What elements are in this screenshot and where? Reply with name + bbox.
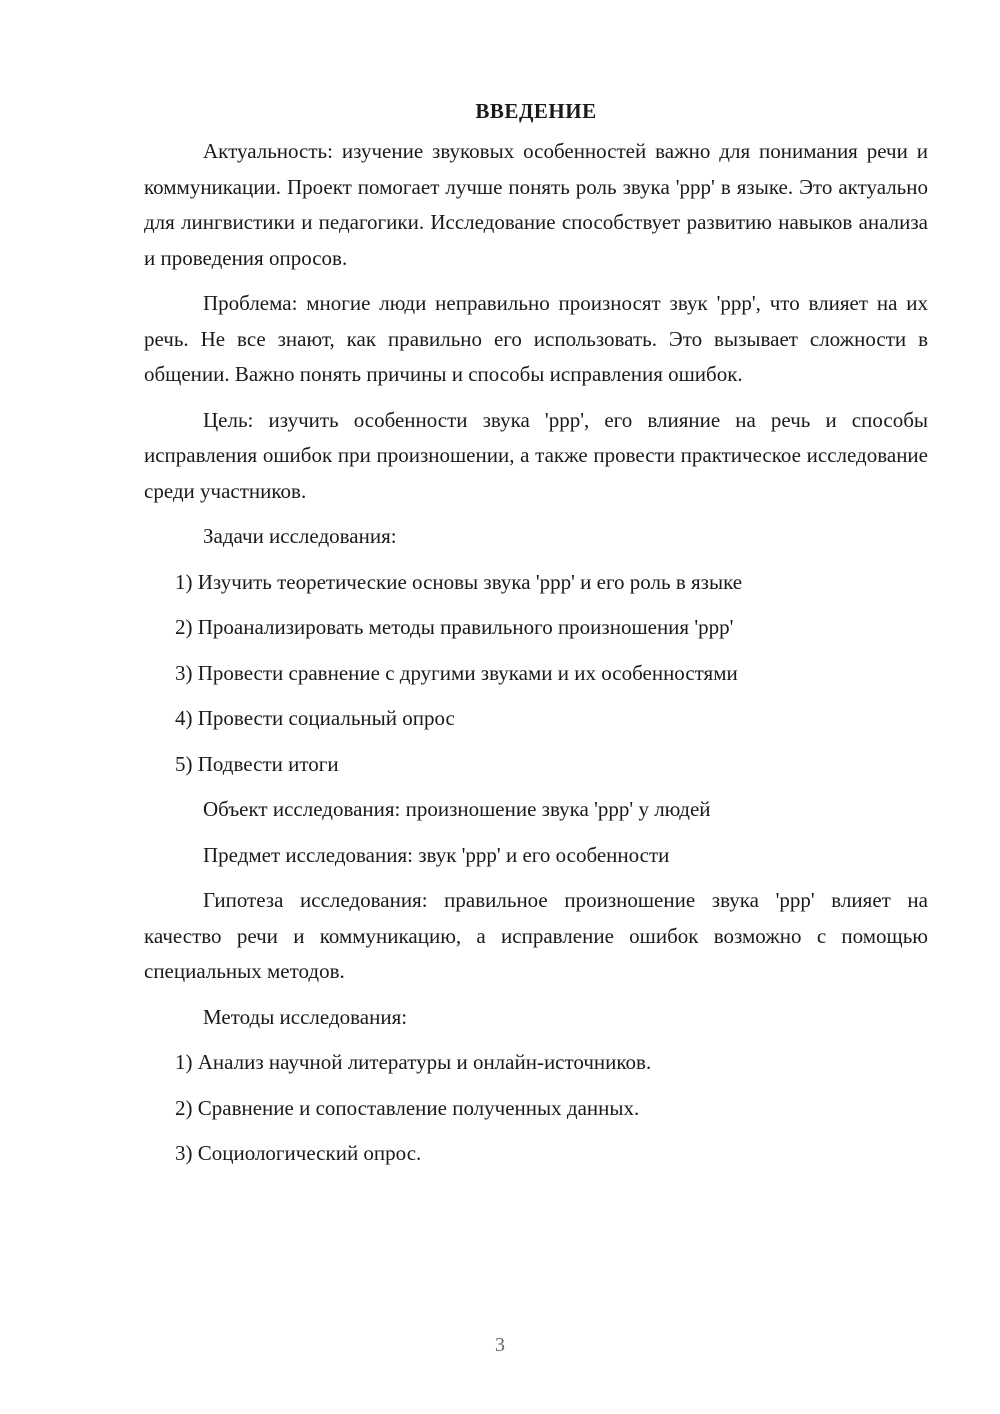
list-item: 2) Проанализировать методы правильного произношения 'ррр'	[175, 615, 734, 639]
tasks-list	[144, 565, 928, 783]
page-number: 3	[495, 1334, 505, 1356]
methods-heading: Методы исследования:	[203, 1004, 408, 1029]
problem-paragraph: Проблема: многие люди неправильно произносят звук 'ррр', что влияет на их речь. Не все знают, как правильно его использовать. Это вызывает сложности в общении. Важно понять причины и способы исправления ошибок.	[144, 291, 928, 386]
tasks-heading: Задачи исследования:	[203, 524, 397, 548]
subject-line: Предмет исследования: звук 'ррр' и его особенности	[203, 842, 670, 867]
list-item: 2) Сравнение и сопоставление полученных данных.	[175, 1095, 640, 1120]
methods-list	[144, 1045, 928, 1172]
list-item: 1) Изучить теоретические основы звука 'ррр' и его роль в языке	[175, 569, 743, 594]
goal-paragraph: Цель: изучить особенности звука 'ррр', его влияние на речь и способы исправления ошибок при произношении, а также провести практическое исследование среди участников.	[144, 407, 928, 503]
list-item: 3) Провести сравнение с другими звуками и их особенностями	[175, 660, 738, 685]
document-page	[144, 96, 928, 1182]
list-item: 5) Подвести итоги	[175, 751, 339, 776]
list-item: 1) Анализ научной литературы и онлайн-источников.	[175, 1050, 652, 1074]
object-line: Объект исследования: произношение звука 'ррр' у людей	[203, 797, 711, 821]
hypothesis-paragraph: Гипотеза исследования: правильное произношение звука 'ррр' влияет на качество речи и коммуникацию, а исправление ошибок возможно с помощью специальных методов.	[144, 888, 928, 983]
list-item: 3) Социологический опрос.	[175, 1141, 422, 1165]
relevance-paragraph: Актуальность: изучение звуковых особенностей важно для понимания речи и коммуникации. Проект помогает лучше понять роль звука 'ррр' в языке. Это актуально для лингвистики и педагогики. Исследование способствует развитию навыков анализа и проведения опросов.	[144, 139, 928, 270]
section-title: ВВЕДЕНИЕ	[475, 99, 597, 123]
list-item: 4) Провести социальный опрос	[175, 706, 455, 730]
